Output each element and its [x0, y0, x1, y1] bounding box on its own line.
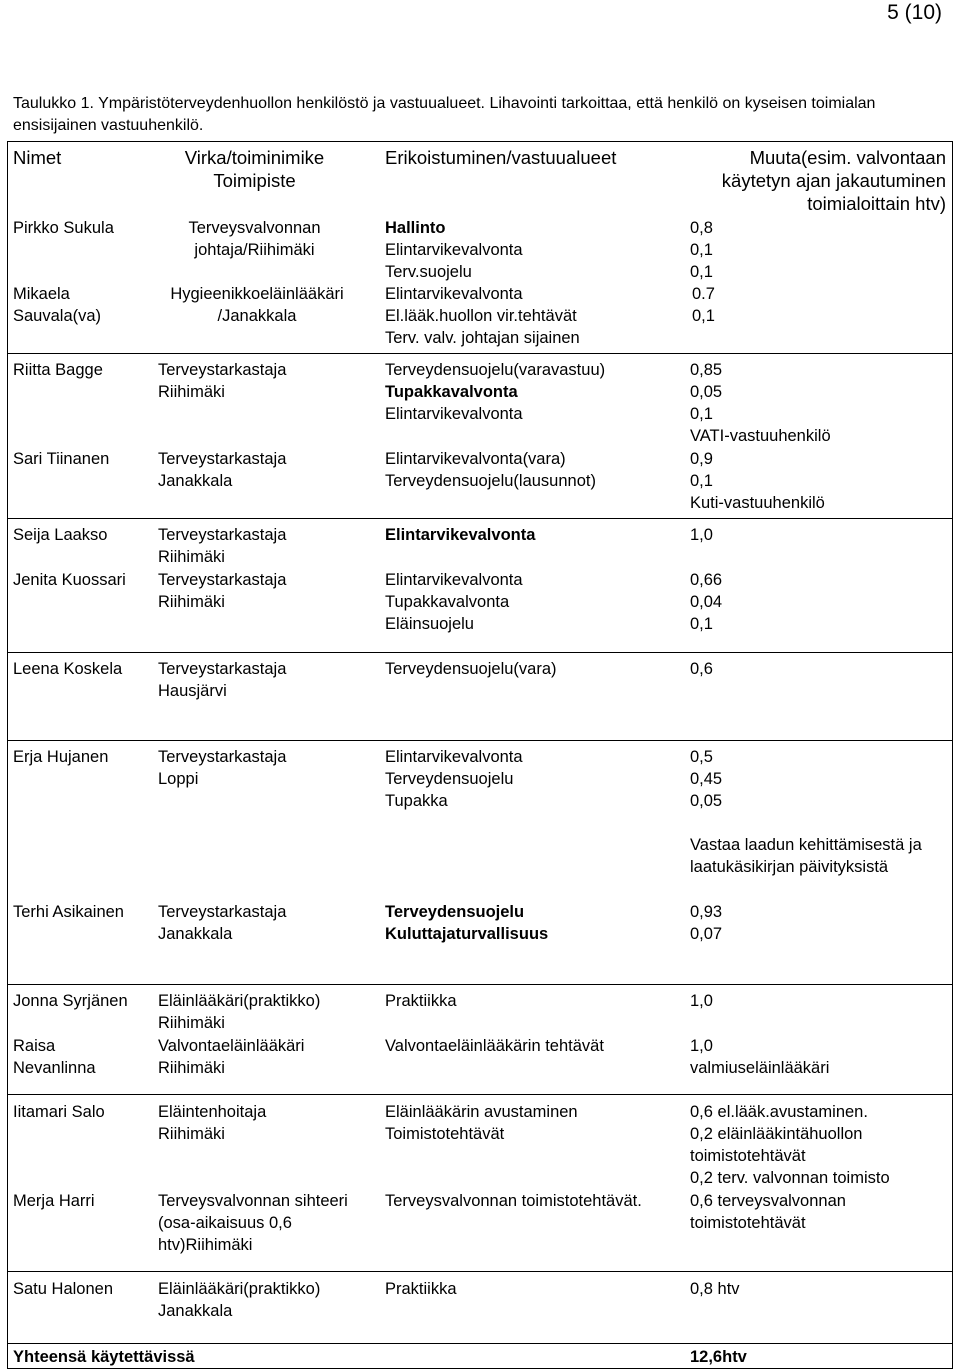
area-text: Elintarvikevalvonta	[385, 241, 523, 259]
table-rule	[7, 740, 952, 741]
value-text: 0,8	[690, 219, 713, 237]
person-name: Seija Laakso	[13, 526, 108, 544]
area-text: Elintarvikevalvonta	[385, 571, 523, 589]
value-text: 0,85	[690, 361, 723, 379]
table-caption: Taulukko 1. Ympäristöterveydenhuollon henkilöstö ja vastuualueet. Lihavointi tarkoittaa, että henkilö on kyseisen toimialan ensisijainen vastuuhenkilö.	[13, 95, 876, 134]
person-office: Hygieenikkoeläinlääkäri /Janakkala	[170, 285, 344, 325]
person-name: Jonna Syrjänen	[13, 992, 128, 1010]
total-label: Yhteensä käytettävissä	[13, 1348, 195, 1366]
page-number: 5 (10)	[887, 1, 942, 24]
header-names: Nimet	[13, 147, 62, 168]
area-text: Eläinsuojelu	[385, 615, 474, 633]
table-rule	[7, 652, 952, 653]
value-text: 0,5	[690, 748, 713, 766]
person-office: Eläinlääkäri(praktikko) Janakkala	[158, 1280, 321, 1320]
person-name: Iitamari Salo	[13, 1103, 105, 1121]
person-office: Eläinlääkäri(praktikko) Riihimäki	[158, 992, 321, 1032]
table-rule	[7, 141, 952, 142]
person-office: Terveystarkastaja Riihimäki	[158, 526, 287, 566]
person-name: Merja Harri	[13, 1192, 95, 1210]
table-rule	[7, 1368, 952, 1369]
value-text: Kuti-vastuuhenkilö	[690, 494, 825, 512]
header-specialty: Erikoistuminen/vastuualueet	[385, 147, 617, 168]
value-text: 0,1	[690, 615, 713, 633]
area-text: Elintarvikevalvonta	[385, 405, 523, 423]
table-rule	[7, 141, 8, 1369]
area-text: Tupakka	[385, 792, 448, 810]
person-office: Terveystarkastaja Riihimäki	[158, 361, 287, 401]
value-text: valmiuseläinlääkäri	[690, 1059, 830, 1077]
value-text: 0,1	[690, 405, 713, 423]
area-text: Terveydensuojelu	[385, 903, 525, 921]
value-text: 0.7	[692, 285, 715, 303]
area-text: Elintarvikevalvonta	[385, 285, 523, 303]
person-name: Raisa Nevanlinna	[13, 1037, 96, 1077]
area-text: Terveysvalvonnan toimistotehtävät.	[385, 1192, 642, 1210]
person-office: Terveystarkastaja Janakkala	[158, 903, 287, 943]
person-name: Riitta Bagge	[13, 361, 103, 379]
person-office: Terveystarkastaja Loppi	[158, 748, 287, 788]
area-text: Toimistotehtävät	[385, 1125, 505, 1143]
area-text: Terveydensuojelu(lausunnot)	[385, 472, 596, 490]
person-office: Eläintenhoitaja Riihimäki	[158, 1103, 267, 1143]
note-text: Vastaa laadun kehittämisestä ja laatukäsikirjan päivityksistä	[690, 836, 922, 876]
value-text: 0,93	[690, 903, 723, 921]
person-office: Valvontaeläinlääkäri Riihimäki	[158, 1037, 305, 1077]
area-text: Praktiikka	[385, 1280, 457, 1298]
area-text: Terveydensuojelu(vara)	[385, 660, 557, 678]
value-text: 0,1	[690, 472, 713, 490]
value-text: VATI-vastuuhenkilö	[690, 427, 831, 445]
area-text: Terv.suojelu	[385, 263, 472, 281]
area-text: El.lääk.huollon vir.tehtävät	[385, 307, 577, 325]
value-text: 0,9	[690, 450, 713, 468]
person-office: Terveysvalvonnan johtaja/Riihimäki	[188, 219, 321, 259]
table-rule	[7, 1343, 952, 1344]
value-text: 0,6 el.lääk.avustaminen.	[690, 1103, 868, 1121]
table-rule	[952, 141, 953, 1369]
person-name: Leena Koskela	[13, 660, 123, 678]
value-text: 0,45	[690, 770, 723, 788]
value-text: 1,0	[690, 526, 713, 544]
value-text: 0,1	[690, 263, 713, 281]
table-rule	[7, 518, 952, 519]
area-text: Hallinto	[385, 219, 446, 237]
area-text: Elintarvikevalvonta(vara)	[385, 450, 566, 468]
value-text: 0,8 htv	[690, 1280, 740, 1298]
area-text: Praktiikka	[385, 992, 457, 1010]
person-name: Pirkko Sukula	[13, 219, 114, 237]
person-office: Terveystarkastaja Hausjärvi	[158, 660, 287, 700]
person-name: Sari Tiinanen	[13, 450, 110, 468]
person-name: Jenita Kuossari	[13, 571, 126, 589]
person-office: Terveysvalvonnan sihteeri (osa-aikaisuus 0,6 htv)Riihimäki	[158, 1192, 348, 1254]
person-name: Mikaela Sauvala(va)	[13, 285, 102, 325]
value-text: 0,6 terveysvalvonnan toimistotehtävät	[690, 1192, 846, 1232]
table-rule	[7, 984, 952, 985]
total-value: 12,6htv	[690, 1348, 747, 1366]
value-text: 0,66	[690, 571, 723, 589]
value-text: 0,6	[690, 660, 713, 678]
value-text: 0,05	[690, 383, 723, 401]
area-text: Tupakkavalvonta	[385, 593, 510, 611]
value-text: 0,1	[690, 241, 713, 259]
value-text: 1,0	[690, 992, 713, 1010]
table-rule	[7, 353, 952, 354]
value-text: 0,07	[690, 925, 723, 943]
header-other: Muuta(esim. valvontaan käytetyn ajan jakautuminen toimialoittain htv)	[721, 147, 946, 214]
value-text: 0,05	[690, 792, 723, 810]
value-text: 0,2 eläinlääkintähuollon toimistotehtävät	[690, 1125, 863, 1165]
person-office: Terveystarkastaja Riihimäki	[158, 571, 287, 611]
table-rule	[7, 1094, 952, 1095]
area-text: Valvontaeläinlääkärin tehtävät	[385, 1037, 604, 1055]
person-name: Satu Halonen	[13, 1280, 113, 1298]
person-office: Terveystarkastaja Janakkala	[158, 450, 287, 490]
area-text: Elintarvikevalvonta	[385, 748, 523, 766]
area-text: Terv. valv. johtajan sijainen	[385, 329, 580, 347]
area-text: Eläinlääkärin avustaminen	[385, 1103, 578, 1121]
value-text: 0,1	[692, 307, 715, 325]
person-name: Erja Hujanen	[13, 748, 109, 766]
table-rule	[7, 1271, 952, 1272]
area-text: Elintarvikevalvonta	[385, 526, 536, 544]
value-text: 1,0	[690, 1037, 713, 1055]
area-text: Tupakkavalvonta	[385, 383, 518, 401]
area-text: Terveydensuojelu	[385, 770, 514, 788]
value-text: 0,04	[690, 593, 723, 611]
header-office: Virka/toiminimike Toimipiste	[184, 147, 325, 191]
area-text: Kuluttajaturvallisuus	[385, 925, 549, 943]
person-name: Terhi Asikainen	[13, 903, 124, 921]
value-text: 0,2 terv. valvonnan toimisto	[690, 1169, 890, 1187]
area-text: Terveydensuojelu(varavastuu)	[385, 361, 606, 379]
